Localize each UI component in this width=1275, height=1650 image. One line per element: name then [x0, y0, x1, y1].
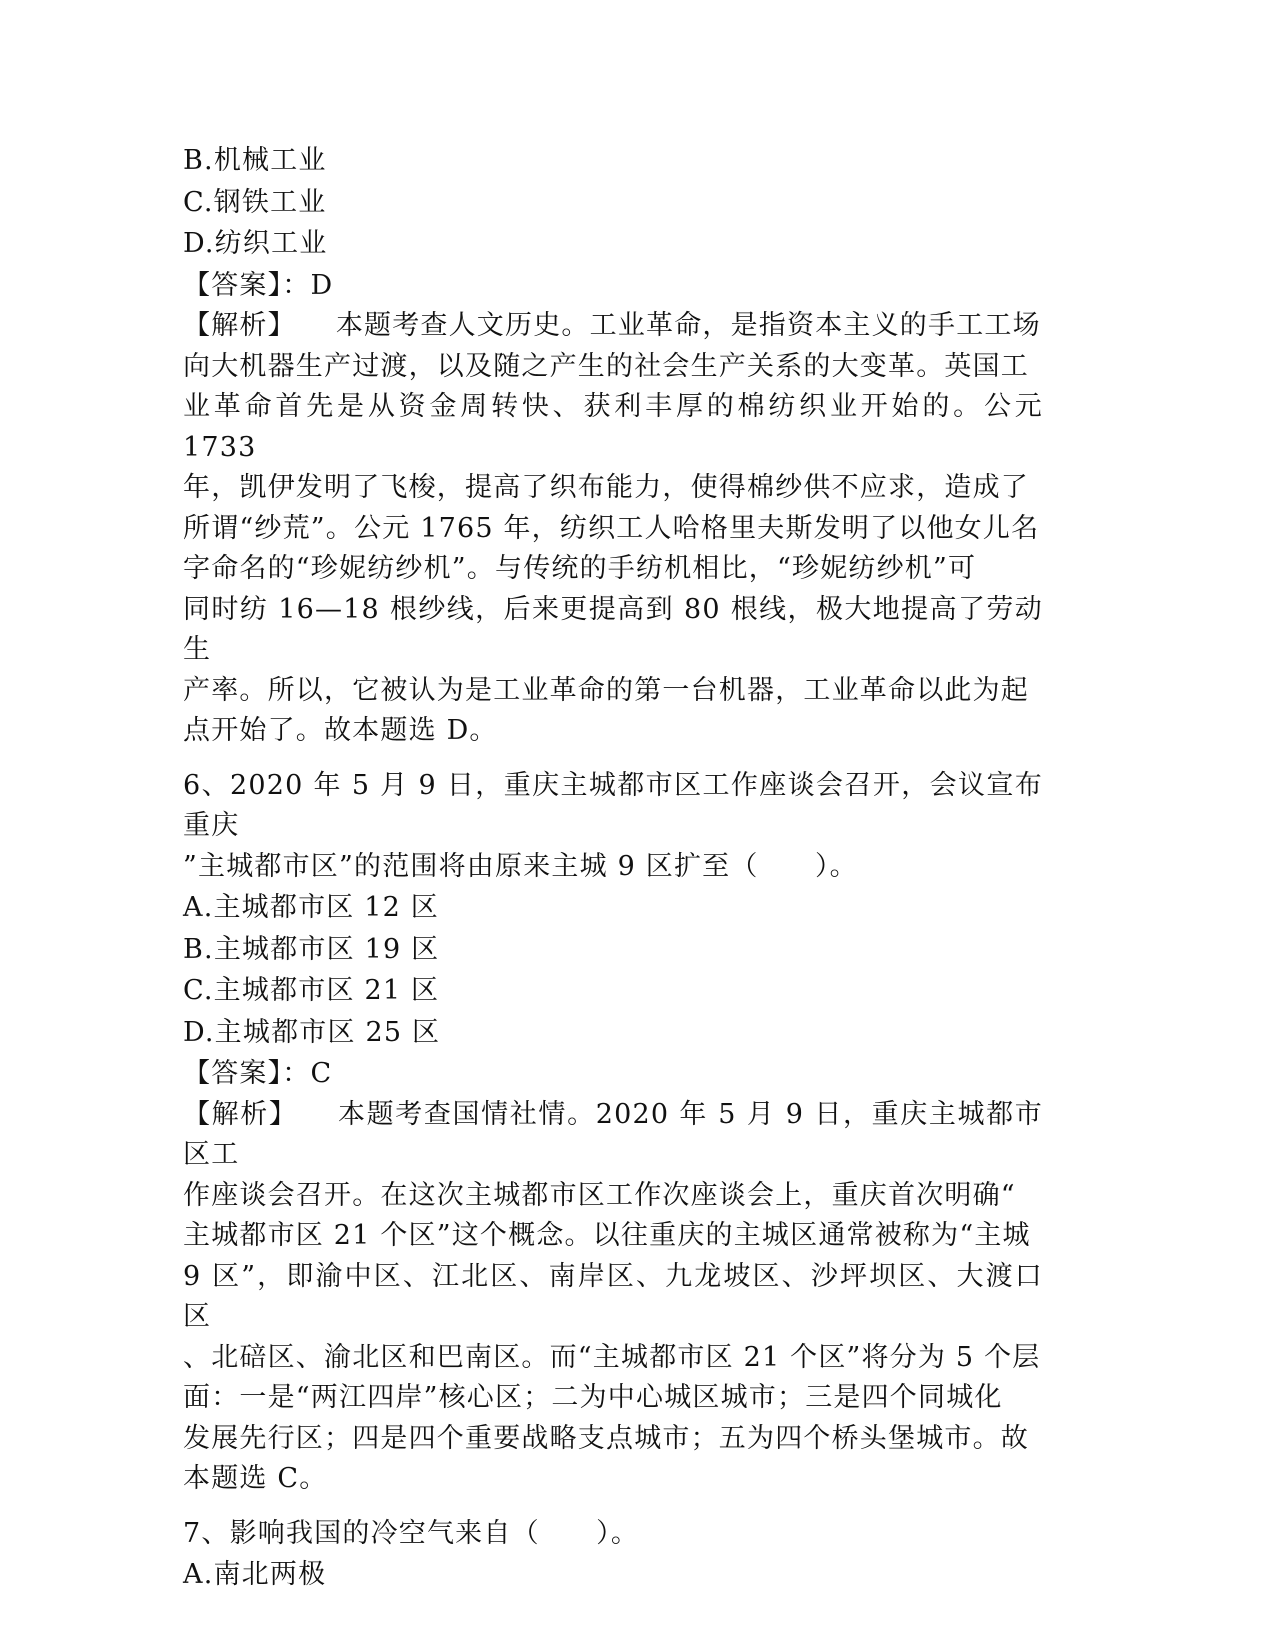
q6-stem-line: 6、2020 年 5 月 9 日，重庆主城都市区工作座谈会召开，会议宣布重庆: [183, 769, 1043, 841]
analysis-line: 产率。所以，它被认为是工业革命的第一台机器，工业革命以此为起: [183, 674, 1029, 706]
analysis-line: 、北碚区、渝北区和巴南区。而“主城都市区 21 个区”将分为 5 个层: [183, 1341, 1041, 1373]
answer-label: 【答案】：: [183, 269, 311, 301]
q6-option-d: D.主城都市区 25 区: [183, 1016, 441, 1048]
question-5: [183, 140, 1043, 752]
analysis-line: 年，凯伊发明了飞梭，提高了织布能力，使得棉纱供不应求，造成了: [183, 472, 1029, 503]
analysis-line: 本题选 C。: [183, 1463, 328, 1494]
answer-label: 【答案】：: [183, 1058, 311, 1089]
analysis-line: 向大机器生产过渡，以及随之产生的社会生产关系的大变革。英国工: [183, 350, 1029, 382]
q5-answer: [183, 265, 1043, 307]
q5-option-d: D.纺织工业: [183, 228, 328, 259]
analysis-line: 本题考查人文历史。工业革命，是指资本主义的手工工场: [335, 310, 1041, 341]
analysis-line: 字命名的“珍妮纺纱机”。与传统的手纺机相比，“珍妮纺纱机”可: [183, 553, 977, 584]
q7-stem: 7、影响我国的冷空气来自（ ）。: [183, 1517, 640, 1549]
analysis-line: 主城都市区 21 个区”这个概念。以往重庆的主城区通常被称为“主城: [183, 1220, 1031, 1251]
answer-value: C: [310, 1058, 333, 1089]
q6-analysis: [183, 1095, 1043, 1500]
q7-option-a: A.南北两极: [183, 1559, 327, 1590]
answer-value: D: [310, 269, 334, 301]
analysis-line: 业革命首先是从资金周转快、获利丰厚的棉纺织业开始的。公元 1733: [183, 391, 1043, 463]
q6-option-c: C.主城都市区 21 区: [183, 975, 440, 1006]
analysis-line: 发展先行区；四是四个重要战略支点城市；五为四个桥头堡城市。故: [183, 1422, 1029, 1454]
q6-option-a: A.主城都市区 12 区: [183, 892, 440, 923]
analysis-line: 本题考查国情社情。2020 年 5 月 9 日，重庆主城都市区工: [183, 1098, 1043, 1170]
q6-answer: [183, 1053, 1043, 1095]
analysis-label: 【解析】: [183, 1098, 298, 1130]
analysis-line: 点开始了。故本题选 D。: [183, 715, 498, 746]
analysis-label: 【解析】: [183, 310, 296, 341]
q5-option-b: B.机械工业: [183, 145, 327, 176]
page-content: [183, 140, 1043, 1596]
q6-option-b: B.主城都市区 19 区: [183, 933, 440, 965]
q5-analysis: [183, 306, 1043, 752]
q6-stem-line: ”主城都市区”的范围将由原来主城 9 区扩至（ ）。: [183, 850, 858, 882]
q5-option-c: C.钢铁工业: [183, 186, 327, 218]
analysis-line: 9 区”，即渝中区、江北区、南岸区、九龙坡区、沙坪坝区、大渡口区: [183, 1260, 1043, 1332]
question-6: [183, 766, 1043, 1500]
analysis-line: 所谓“纱荒”。公元 1765 年，纺织工人哈格里夫斯发明了以他女儿名: [183, 512, 1040, 544]
analysis-line: 面：一是“两江四岸”核心区；二为中心城区城市；三是四个同城化: [183, 1382, 1003, 1413]
analysis-line: 作座谈会召开。在这次主城都市区工作次座谈会上，重庆首次明确“: [183, 1179, 1016, 1211]
question-7: [183, 1514, 1043, 1596]
analysis-line: 同时纺 16—18 根纱线，后来更提高到 80 根线，极大地提高了劳动生: [183, 593, 1043, 665]
